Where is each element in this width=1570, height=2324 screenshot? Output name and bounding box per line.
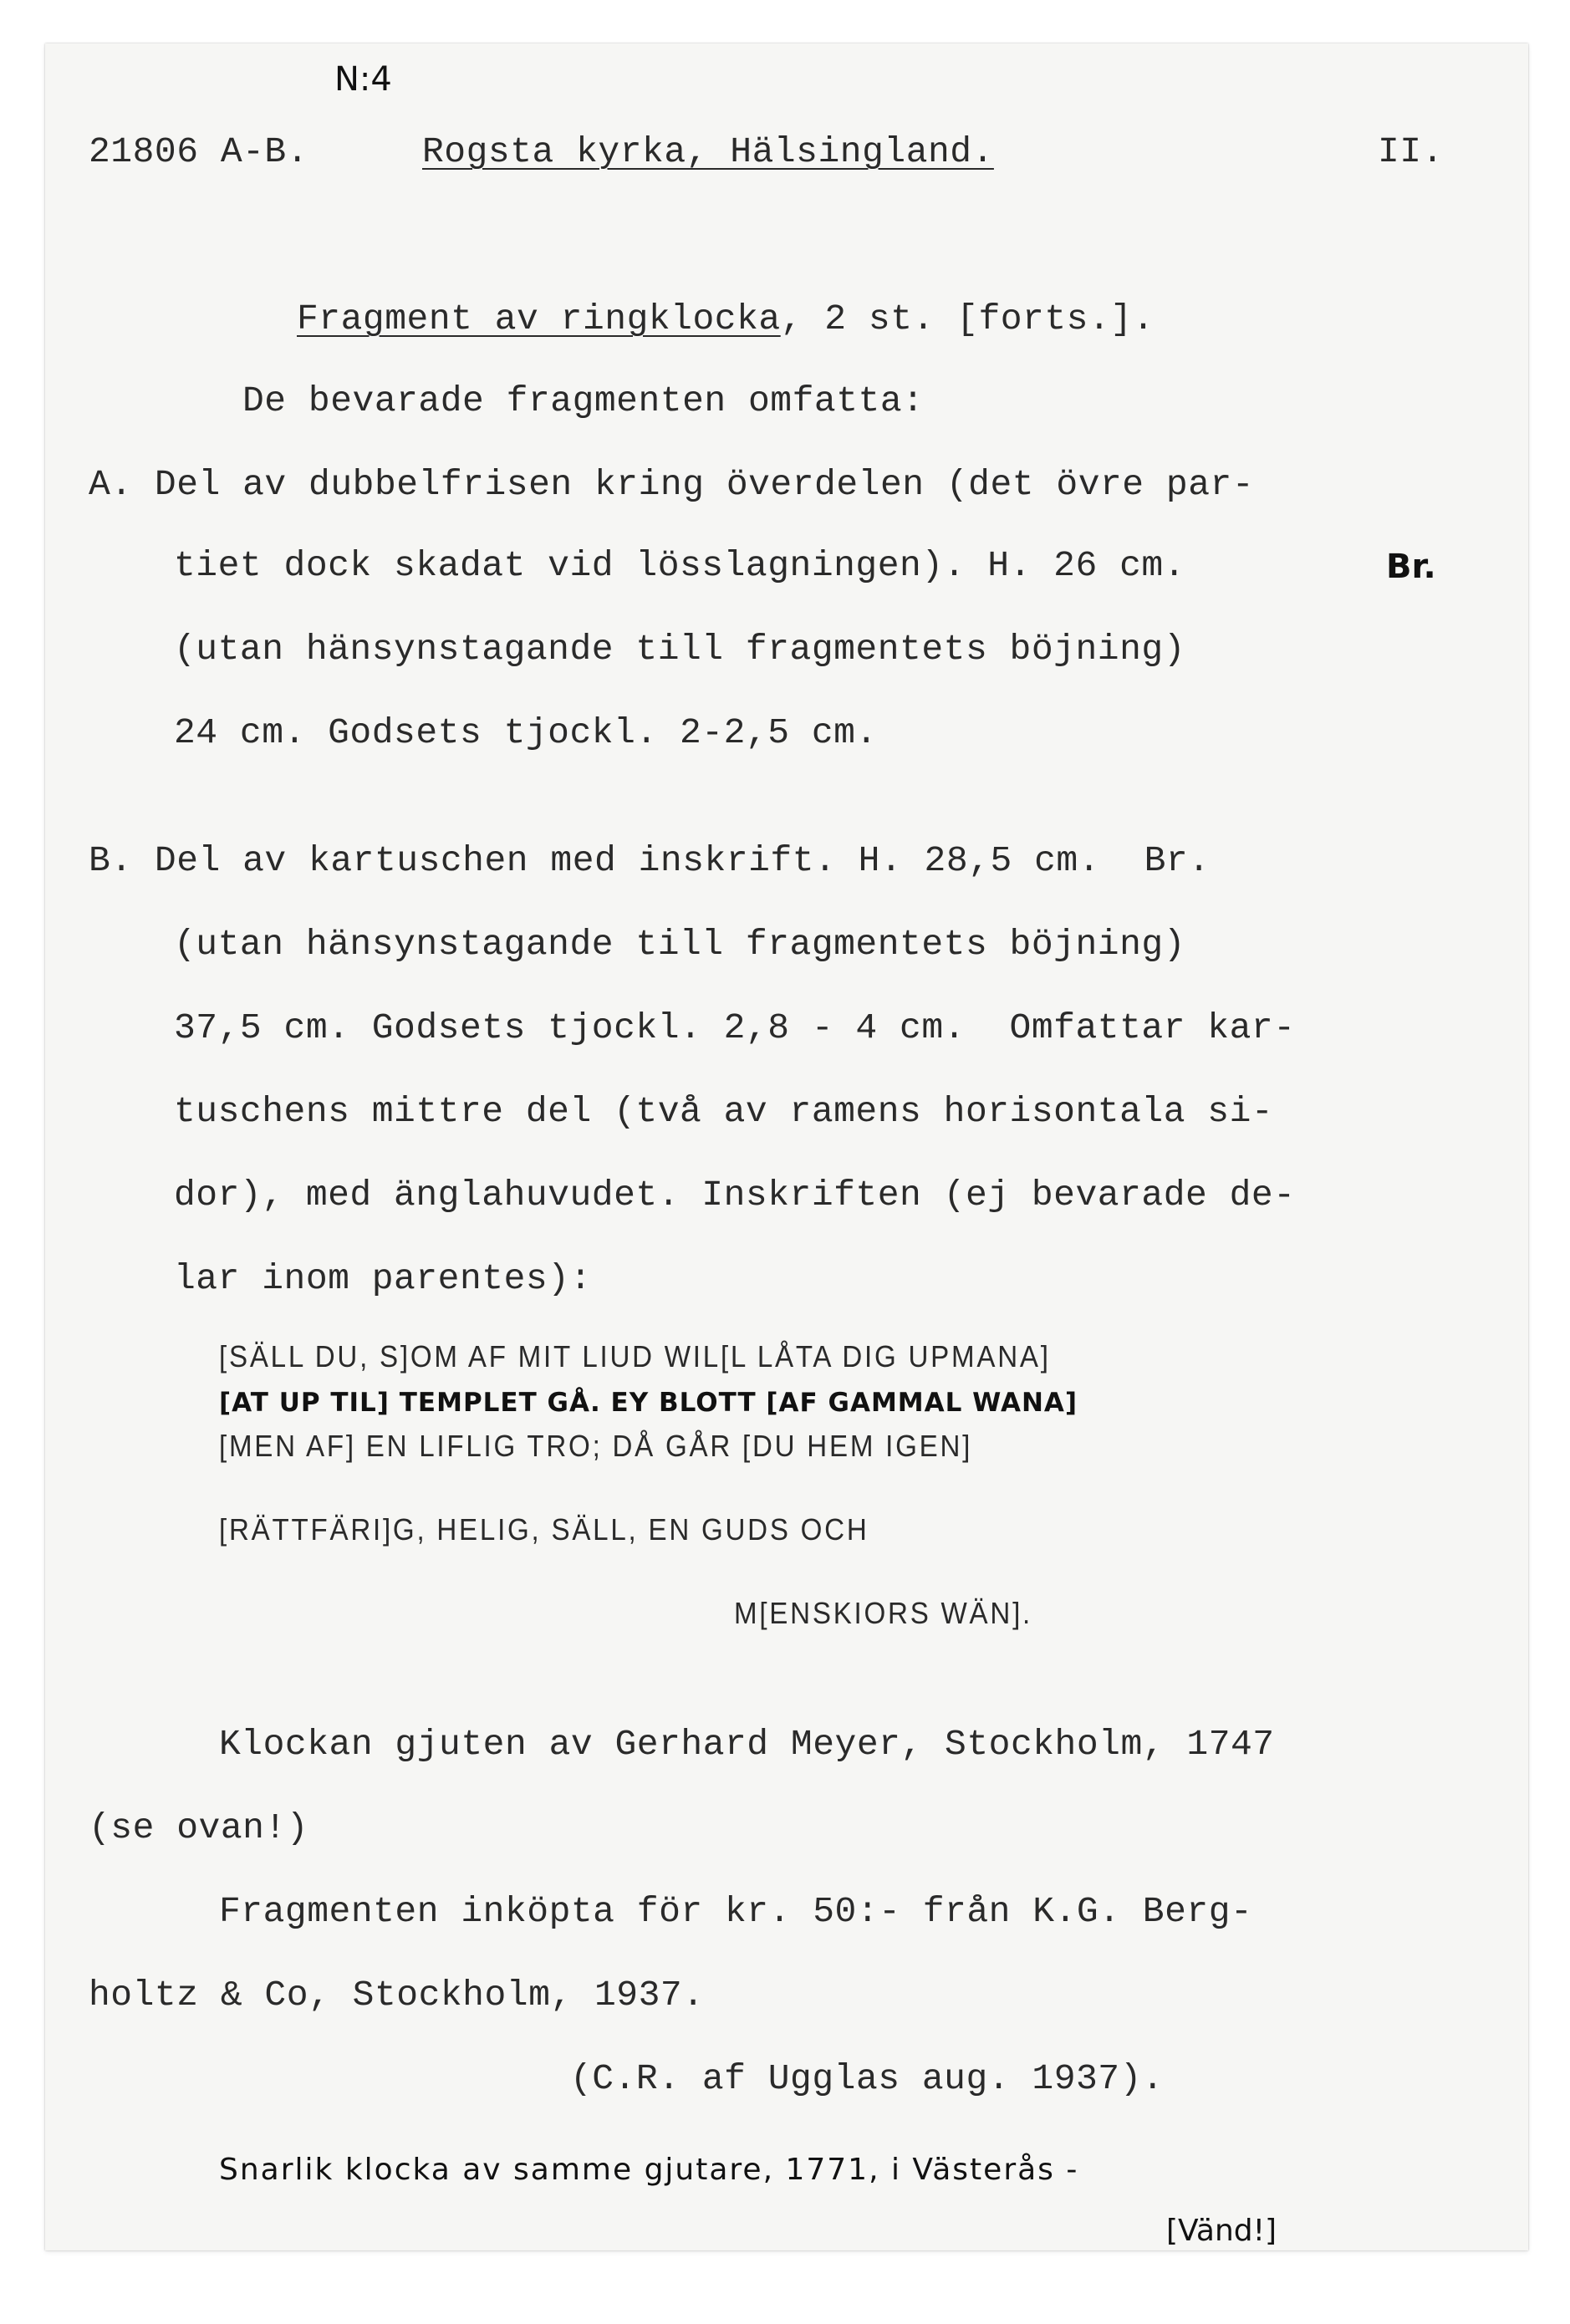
body-text: Fragmenten inköpta för kr. 50:- från K.G. Berg- bbox=[219, 1891, 1253, 1932]
inscription-line: [SÄLL DU, S]OM AF MIT LIUD WIL[L LÅTA DIG UPMANA] bbox=[219, 1339, 1051, 1374]
section-a-line: A. Del av dubbelfrisen kring överdelen (det övre par- bbox=[89, 464, 1255, 505]
inscription-line: [MEN AF] EN LIFLIG TRO; DÅ GÅR [DU HEM IGEN] bbox=[219, 1429, 973, 1463]
body-text: (se ovan!) bbox=[89, 1807, 309, 1848]
section-b-line: dor), med änglahuvudet. Inskriften (ej bevarade de- bbox=[174, 1175, 1296, 1216]
handwritten-annotation: N:4 bbox=[334, 60, 392, 99]
section-b-line: B. Del av kartuschen med inskrift. H. 28,5 cm. Br. bbox=[89, 840, 1211, 881]
handwritten-inscription-line: [AT UP TIL] TEMPLET GÅ. EY BLOTT [AF GAMMAL WANA] bbox=[219, 1388, 1078, 1418]
handwritten-turn-note: [Vänd!] bbox=[1166, 2214, 1277, 2248]
section-a-line: (utan hänsynstagande till fragmentets böjning) bbox=[174, 629, 1185, 670]
catalog-number: 21806 A-B. bbox=[89, 131, 309, 172]
place-heading: Rogsta kyrka, Hälsingland. bbox=[422, 131, 994, 172]
section-b-line: (utan hänsynstagande till fragmentets böjning) bbox=[174, 924, 1185, 965]
handwritten-br: Br. bbox=[1386, 548, 1436, 586]
object-title-underlined: Fragment av ringklocka bbox=[297, 298, 781, 339]
section-b-line: 37,5 cm. Godsets tjockl. 2,8 - 4 cm. Omfattar kar- bbox=[174, 1007, 1296, 1048]
section-a-line: tiet dock skadat vid lösslagningen). H. 26 cm. bbox=[174, 545, 1185, 586]
object-title-rest: , 2 st. [forts.]. bbox=[780, 298, 1155, 339]
section-a-line: 24 cm. Godsets tjockl. 2-2,5 cm. bbox=[174, 712, 878, 753]
object-title bbox=[297, 298, 1155, 339]
intro-text: De bevarade fragmenten omfatta: bbox=[242, 380, 925, 421]
author-signature: (C.R. af Ugglas aug. 1937). bbox=[570, 2058, 1165, 2099]
page-number: II. bbox=[1378, 131, 1444, 172]
section-b-line: lar inom parentes): bbox=[174, 1258, 592, 1299]
handwritten-note: Snarlik klocka av samme gjutare, 1771, i Västerås - bbox=[219, 2153, 1079, 2187]
section-b-line: tuschens mittre del (två av ramens horisontala si- bbox=[174, 1091, 1274, 1132]
body-text: Klockan gjuten av Gerhard Meyer, Stockholm, 1747 bbox=[219, 1724, 1275, 1765]
body-text: holtz & Co, Stockholm, 1937. bbox=[89, 1975, 705, 2016]
inscription-line: [RÄTTFÄRI]G, HELIG, SÄLL, EN GUDS OCH bbox=[219, 1512, 869, 1547]
inscription-line: M[ENSKIORS WÄN]. bbox=[734, 1596, 1032, 1630]
